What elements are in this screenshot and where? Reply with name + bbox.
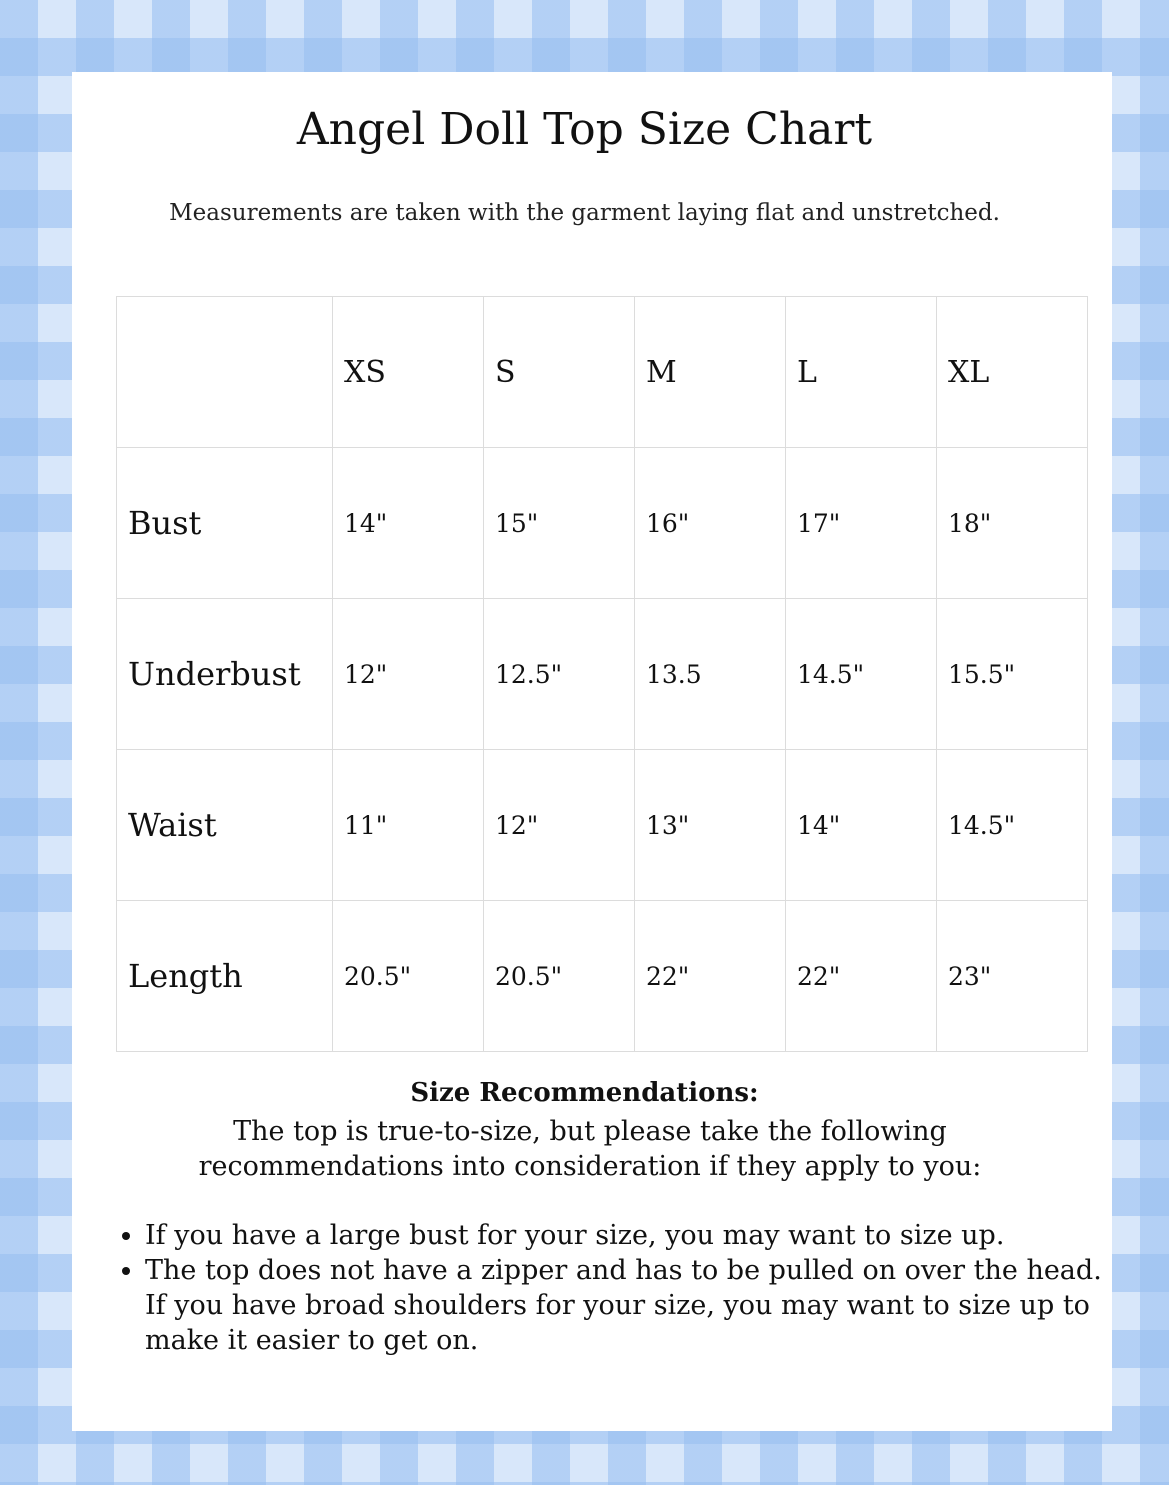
table-cell: 12.5" [484, 599, 635, 750]
row-label: Bust [117, 448, 333, 599]
list-item: • The top does not have a zipper and has to be pulled on over the head. If you have broad shoulders for your size, you may want to size up to make it easier to get on. [145, 1253, 1125, 1358]
header-cell: M [635, 297, 786, 448]
table-row [117, 599, 1088, 750]
table-cell: 13.5 [635, 599, 786, 750]
page-subtitle: Measurements are taken with the garment laying flat and unstretched. [169, 200, 1000, 226]
table-cell: 14" [333, 448, 484, 599]
list-item: • If you have a large bust for your size, you may want to size up. [145, 1218, 1125, 1253]
table-row [117, 448, 1088, 599]
size-chart-table [116, 296, 1088, 1052]
table-cell: 17" [786, 448, 937, 599]
table-cell: 15" [484, 448, 635, 599]
table-cell: 13" [635, 750, 786, 901]
table-cell: 23" [937, 901, 1088, 1052]
table-cell: 20.5" [333, 901, 484, 1052]
table-cell: 20.5" [484, 901, 635, 1052]
table-cell: 12" [484, 750, 635, 901]
table-cell: 18" [937, 448, 1088, 599]
table-cell: 14.5" [786, 599, 937, 750]
table-cell: 15.5" [937, 599, 1088, 750]
header-cell: S [484, 297, 635, 448]
row-label: Waist [117, 750, 333, 901]
page-title: Angel Doll Top Size Chart [296, 104, 873, 155]
recommendations-intro: The top is true-to-size, but please take the following recommendations into consideration if they apply to you: [198, 1116, 982, 1182]
recommendations-heading: Size Recommendations: [410, 1078, 759, 1108]
table-row [117, 901, 1088, 1052]
row-label: Length [117, 901, 333, 1052]
table-cell: 16" [635, 448, 786, 599]
row-label: Underbust [117, 599, 333, 750]
table-cell: 22" [635, 901, 786, 1052]
table-cell: 11" [333, 750, 484, 901]
table-cell: 12" [333, 599, 484, 750]
recommendations-list [100, 1218, 1125, 1358]
table-cell: 14" [786, 750, 937, 901]
header-cell [117, 297, 333, 448]
table-cell: 14.5" [937, 750, 1088, 901]
header-cell: XL [937, 297, 1088, 448]
header-cell: XS [333, 297, 484, 448]
table-header-row [117, 297, 1088, 448]
table-row [117, 750, 1088, 901]
header-cell: L [786, 297, 937, 448]
table-cell: 22" [786, 901, 937, 1052]
